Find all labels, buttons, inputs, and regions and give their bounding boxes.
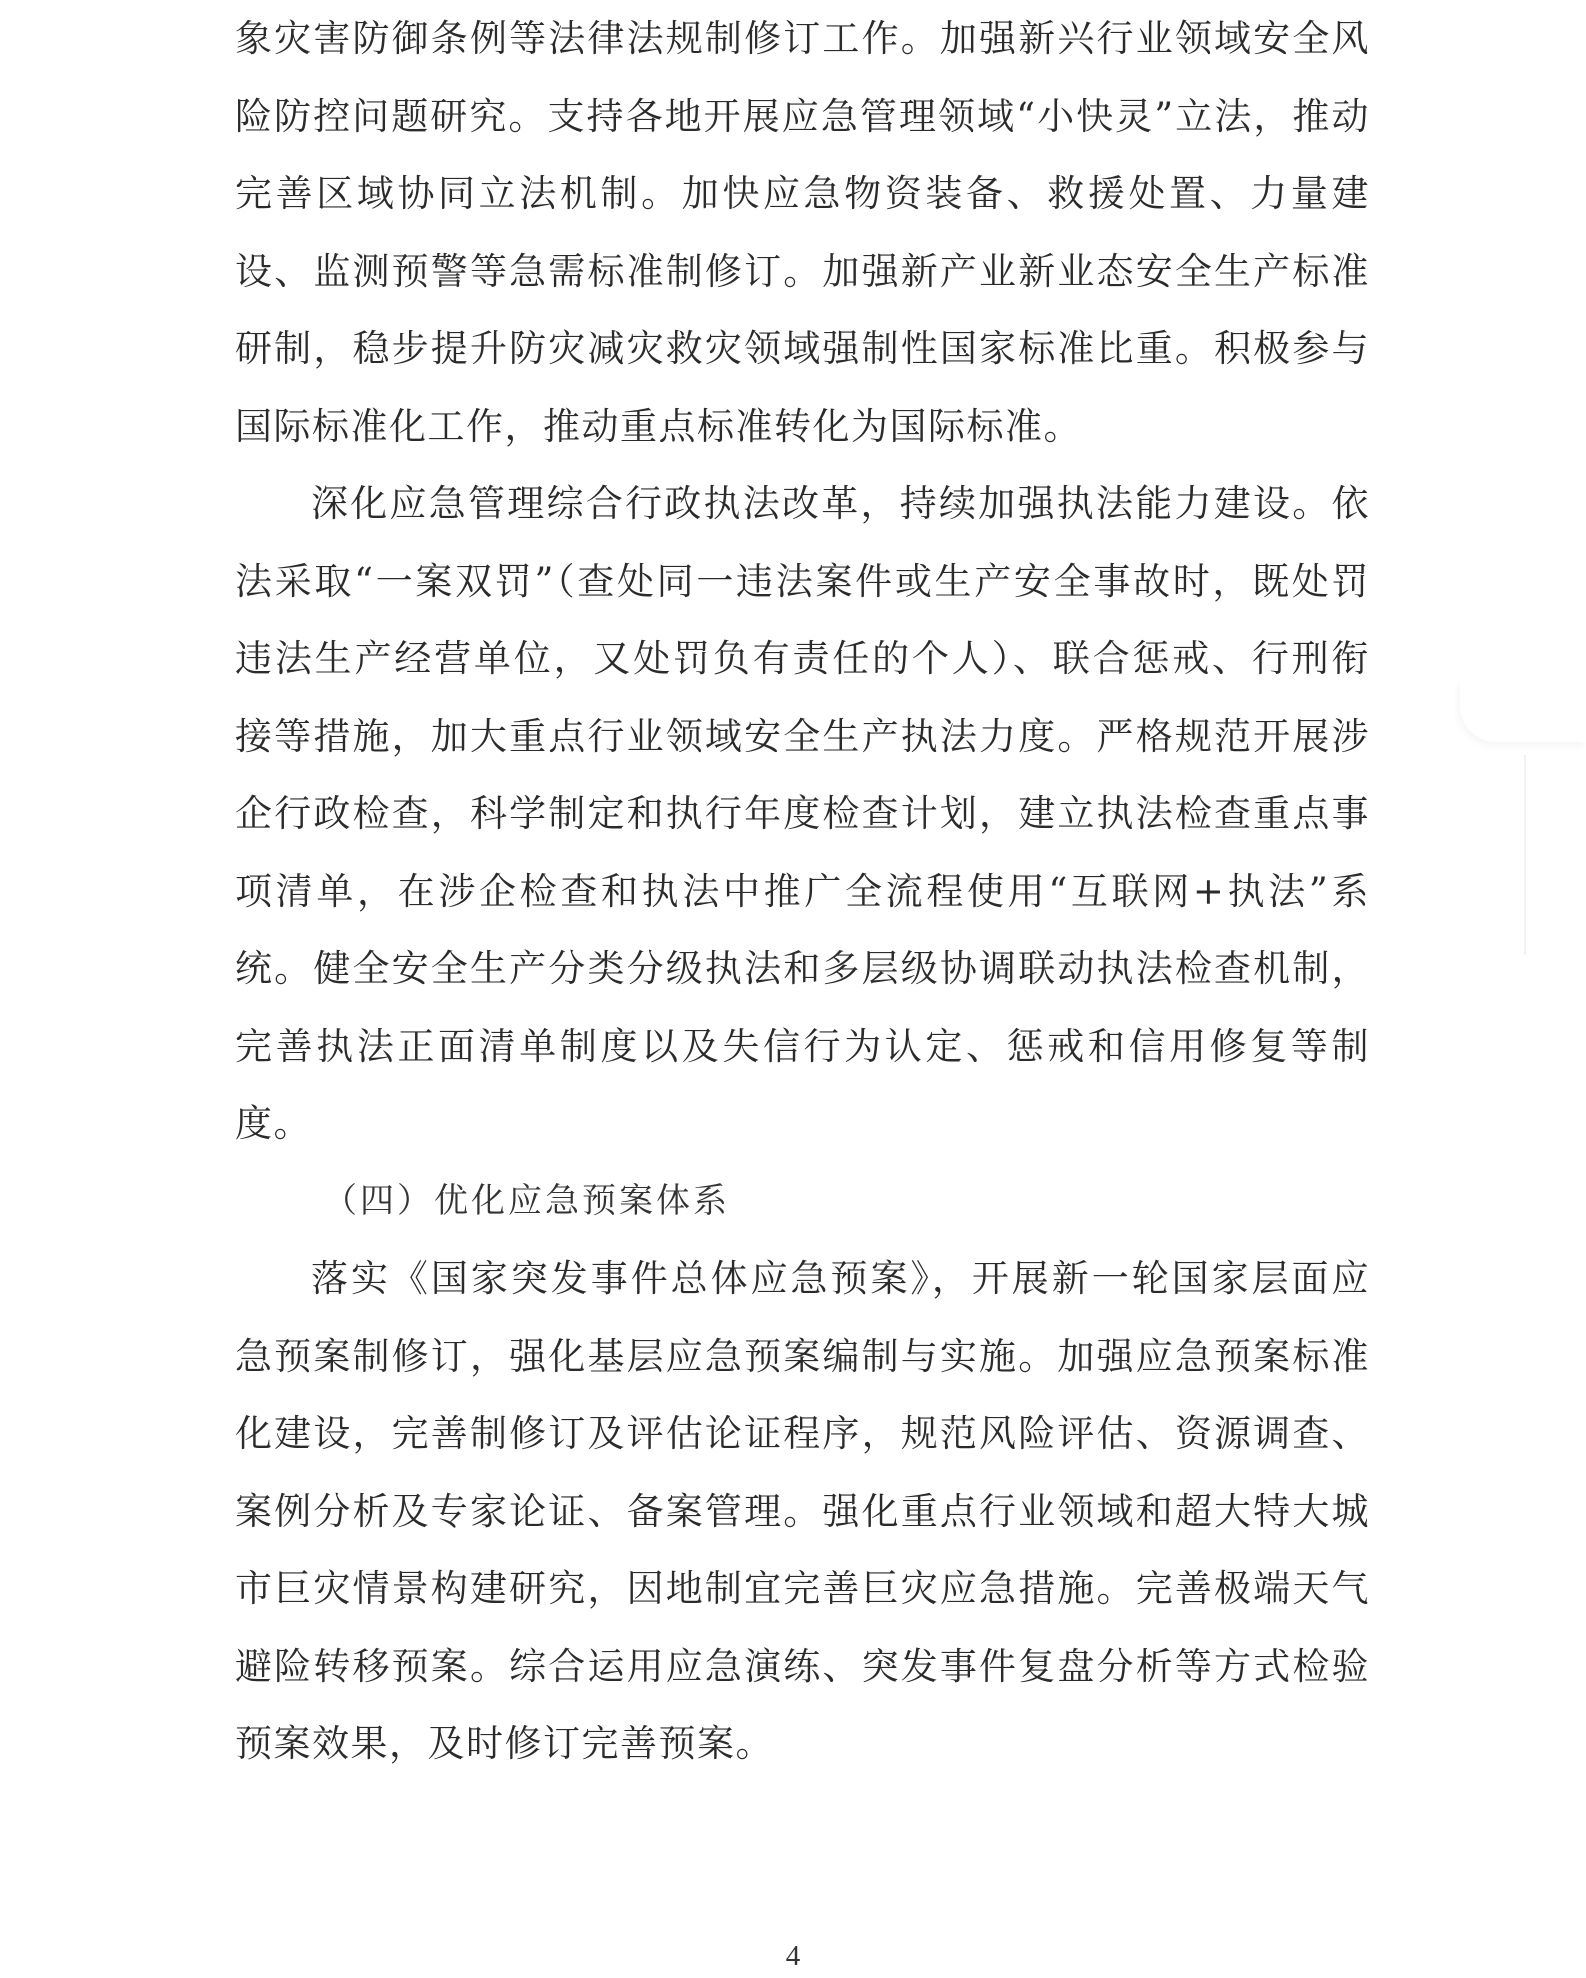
- page-edge-line: [1524, 755, 1526, 955]
- page-number: 4: [785, 1940, 801, 1972]
- paragraph-law-enforcement: 深化应急管理综合行政执法改革，持续加强执法能力建设。依法采取“一案双罚”（查处同一违法案件或生产安全事故时，既处罚违法生产经营单位，又处罚负有责任的个人）、联合惩戒、行刑衔接等措施，加大重点行业领域安全生产执法力度。严格规范开展涉企行政检查，科学制定和执行年度检查计划，建立执法检查重点事项清单，在涉企检查和执法中推广全流程使用“互联网+执法”系统。健全安全生产分类分级执法和多层级协调联动执法检查机制，完善执法正面清单制度以及失信行为认定、惩戒和信用修复等制度。: [235, 482, 1370, 1145]
- paragraph-emergency-plan: 落实《国家突发事件总体应急预案》，开展新一轮国家层面应急预案制修订，强化基层应急预案编制与实施。加强应急预案标准化建设，完善制修订及评估论证程序，规范风险评估、资源调查、案例分析及专家论证、备案管理。强化重点行业领域和超大特大城市巨灾情景构建研究，因地制宜完善巨灾应急措施。完善极端天气避险转移预案。综合运用应急演练、突发事件复盘分析等方式检验预案效果，及时修订完善预案。: [235, 1257, 1370, 1765]
- document-body: [235, 0, 1370, 1783]
- section-heading: （四）优化应急预案体系: [323, 1180, 730, 1221]
- page-edge-shadow: [1460, 680, 1586, 742]
- paragraph-continuation: 象灾害防御条例等法律法规制修订工作。加强新兴行业领域安全风险防控问题研究。支持各地开展应急管理领域“小快灵”立法，推动完善区域协同立法机制。加快应急物资装备、救援处置、力量建设、监测预警等急需标准制修订。加强新产业新业态安全生产标准研制，稳步提升防灾减灾救灾领域强制性国家标准比重。积极参与国际标准化工作，推动重点标准转化为国际标准。: [235, 17, 1370, 448]
